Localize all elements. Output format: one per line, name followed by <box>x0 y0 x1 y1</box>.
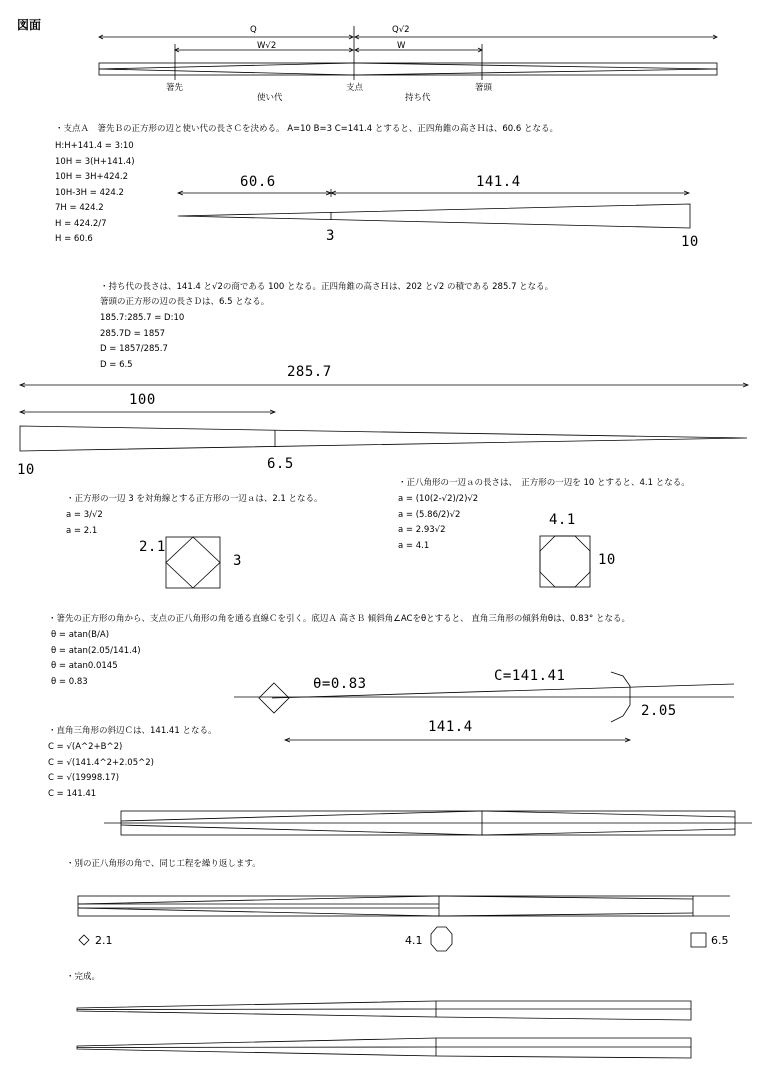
section2-bullet: ・持ち代の長さは、141.4 と√2の商である 100 となる。正四角錐の高さＨは、202 と√2 の積である 285.7 となる。 <box>100 282 554 292</box>
equation-line: C = √(141.4^2+2.05^2) <box>48 757 154 768</box>
equation-line: θ = atan0.0145 <box>51 661 118 671</box>
overview-label-use-length: 使い代 <box>257 93 283 103</box>
section5-label-b: 2.05 <box>641 703 677 719</box>
equation-line: θ = atan(2.05/141.4) <box>51 645 141 656</box>
overview-label-head: 箸頭 <box>475 83 493 93</box>
equation-line: C = √(19998.17) <box>48 773 120 783</box>
section1-dim-left: 60.6 <box>240 174 276 190</box>
section2-label-mid: 6.5 <box>267 456 294 472</box>
equation-line: a = 4.1 <box>398 540 430 551</box>
section3-label-outer: 3 <box>233 553 242 569</box>
equation-line: D = 6.5 <box>100 359 133 370</box>
overview-label-q-root2: Q√2 <box>392 25 410 35</box>
overview-label-hold-length: 持ち代 <box>405 93 431 103</box>
square-with-octagon <box>540 536 590 587</box>
section7-bullet: ・別の正八角形の角で、同じ工程を繰り返します。 <box>66 859 261 869</box>
equation-line: H:H+141.4 = 3:10 <box>55 141 134 151</box>
equation-line: a = 3/√2 <box>66 510 103 520</box>
section1-label-small-end: 3 <box>326 228 335 244</box>
equation-line: 10H = 3(H+141.4) <box>55 156 135 167</box>
section1-taper <box>178 189 690 228</box>
overview-label-w: W <box>397 41 406 51</box>
section5-label-c: C=141.41 <box>494 668 566 684</box>
equation-line: a = 2.93√2 <box>398 525 446 535</box>
overview-label-w-root2: W√2 <box>257 41 277 51</box>
equation-line: H = 424.2/7 <box>55 218 107 229</box>
section5-label-a: 141.4 <box>428 719 473 735</box>
section1-equations <box>55 141 135 250</box>
equation-line: 10H = 3H+424.2 <box>55 172 128 182</box>
overview-label-pivot: 支点 <box>346 83 364 93</box>
section4-label-side: 4.1 <box>549 512 576 528</box>
section1-label-large-end: 10 <box>681 234 699 250</box>
section2-label-left-end: 10 <box>17 462 35 478</box>
section7-chopstick <box>78 896 730 951</box>
equation-line: 185.7:285.7 = D:10 <box>100 313 185 323</box>
section7-label-diamond: 2.1 <box>95 934 113 947</box>
section7-label-octagon: 4.1 <box>405 934 423 947</box>
section2-dim-total: 285.7 <box>287 364 332 380</box>
section5-bullet: ・箸先の正方形の角から、支点の正八角形の角を通る直線Ｃを引く。底辺Ａ 高さＢ 傾斜角∠ACをθとすると、 直角三角形の傾斜角θは、0.83° となる。 <box>48 614 630 624</box>
equation-line: 7H = 424.2 <box>55 203 104 213</box>
equation-line: 10H-3H = 424.2 <box>55 187 124 198</box>
section2-equations <box>100 313 184 375</box>
equation-line: D = 1857/285.7 <box>100 344 168 354</box>
equation-line: a = 2.1 <box>66 525 98 536</box>
equation-line: a = (10(2-√2)/2)√2 <box>398 494 479 504</box>
equation-line: C = 141.41 <box>48 788 97 799</box>
equation-line: H = 60.6 <box>55 234 93 244</box>
section7-label-square: 6.5 <box>711 934 729 947</box>
section1-bullet: ・支点Ａ 箸先Ｂの正方形の辺と使い代の長さＣを決める。 A=10 B=3 C=141.4 とすると、正四角錐の高さＨは、60.6 となる。 <box>55 124 558 134</box>
section6-equations <box>48 742 154 804</box>
overview-label-q: Q <box>250 25 257 35</box>
equation-line: a = (5.86/2)√2 <box>398 509 461 520</box>
overview-label-tip: 箸先 <box>166 83 184 93</box>
section4-bullet: ・正八角形の一辺ａの長さは、 正方形の一辺を 10 とすると、4.1 となる。 <box>398 478 690 488</box>
page-heading: 図面 <box>17 18 42 32</box>
section4-equations <box>398 494 478 556</box>
equation-line: C = √(A^2+B^2) <box>48 742 123 752</box>
section4-label-square: 10 <box>598 552 616 568</box>
square-with-inscribed-square <box>166 537 220 588</box>
section8-bullet: ・完成。 <box>66 972 101 982</box>
section3-bullet: ・正方形の一辺 3 を対角線とする正方形の一辺ａは、2.1 となる。 <box>66 494 323 504</box>
section3-equations <box>66 510 103 541</box>
section2-subtext: 箸頭の正方形の辺の長さＤは、6.5 となる。 <box>100 297 270 307</box>
equation-line: 285.7D = 1857 <box>100 328 166 339</box>
section5-equations <box>51 630 141 692</box>
equation-line: θ = atan(B/A) <box>51 630 110 640</box>
section3-label-inner: 2.1 <box>139 539 166 555</box>
section6-chopstick <box>104 811 752 835</box>
section2-dim-part: 100 <box>129 392 156 408</box>
section5-label-theta: θ=0.83 <box>313 676 367 692</box>
section6-bullet: ・直角三角形の斜辺Ｃは、141.41 となる。 <box>48 726 217 736</box>
completed-chopsticks <box>77 1001 691 1058</box>
equation-line: θ = 0.83 <box>51 676 88 687</box>
section1-dim-right: 141.4 <box>476 174 521 190</box>
